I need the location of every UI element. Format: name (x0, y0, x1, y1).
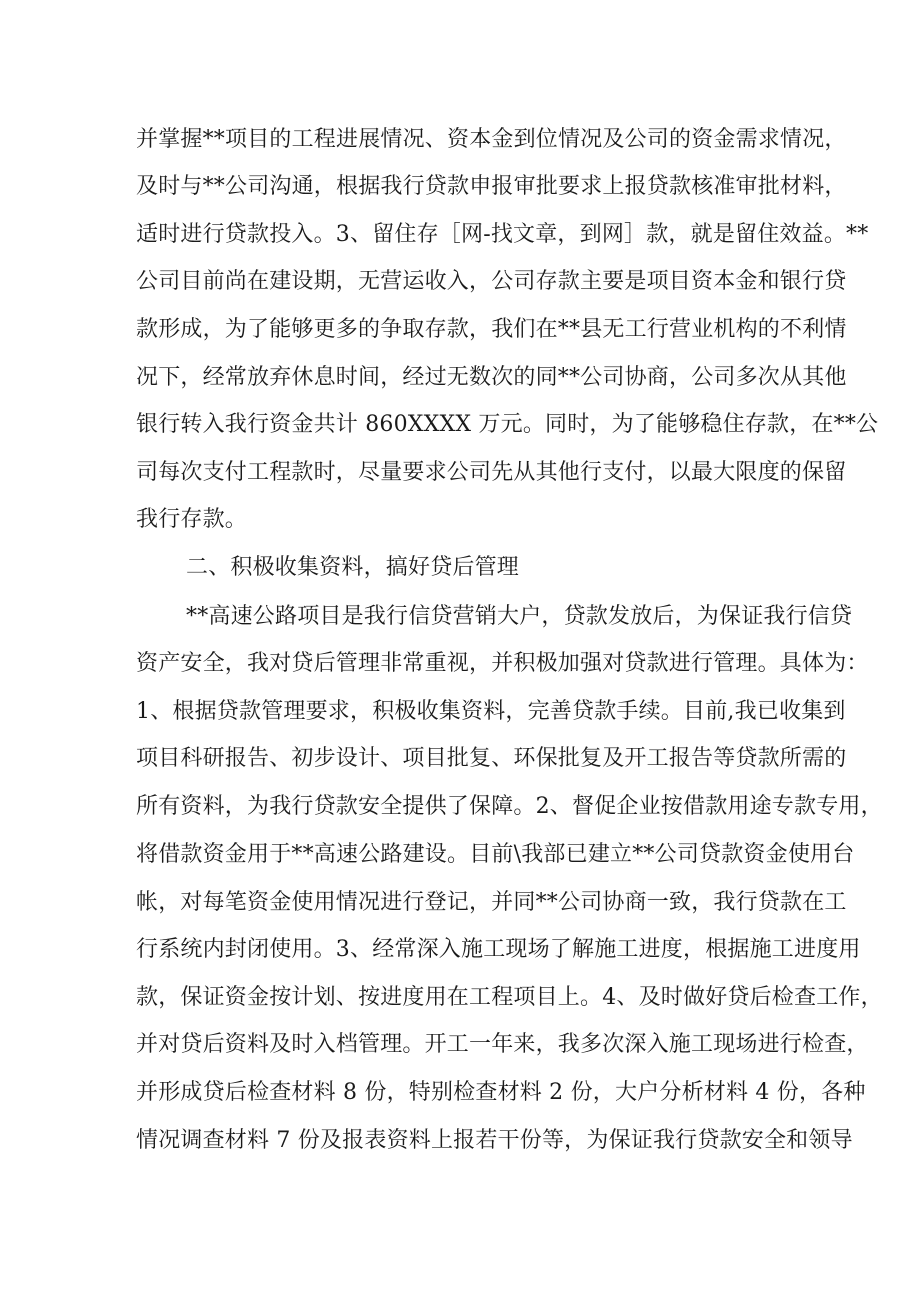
paragraph-line: 适时进行贷款投入。3、留住存［网-找文章，到网］款，就是留住效益。** (136, 222, 869, 247)
paragraph-line: 况下，经常放弃休息时间，经过无数次的同**公司协商，公司多次从其他 (136, 365, 847, 390)
paragraph-line: 行系统内封闭使用。3、经常深入施工现场了解施工进度，根据施工进度用 (136, 937, 861, 962)
paragraph-line: **高速公路项目是我行信贷营销大户，贷款发放后，为保证我行信贷 (186, 604, 853, 629)
paragraph-line: 资产安全，我对贷后管理非常重视，并积极加强对贷款进行管理。具体为： (136, 651, 869, 676)
paragraph-line: 将借款资金用于**高速公路建设。目前\我部已建立**公司贷款资金使用台 (136, 842, 855, 867)
paragraph-line: 帐，对每笔资金使用情况进行登记，并同**公司协商一致，我行贷款在工 (136, 890, 847, 915)
paragraph-line: 银行转入我行资金共计 860XXXX 万元。同时，为了能够稳住存款，在**公 (136, 412, 879, 437)
paragraph-line: 款，保证资金按计划、按进度用在工程项目上。4、及时做好贷后检查工作， (136, 985, 883, 1010)
section-heading: 二、积极收集资料，搞好贷后管理 (186, 555, 520, 580)
paragraph-line: 并掌握**项目的工程进展情况、资本金到位情况及公司的资金需求情况， (136, 127, 847, 152)
paragraph-line: 并对贷后资料及时入档管理。开工一年来，我多次深入施工现场进行检查， (136, 1032, 869, 1057)
paragraph-line: 司每次支付工程款时，尽量要求公司先从其他行支付，以最大限度的保留 (136, 460, 847, 485)
paragraph-line: 所有资料，为我行贷款安全提供了保障。2、督促企业按借款用途专款专用， (136, 794, 883, 819)
paragraph-line: 1、根据贷款管理要求，积极收集资料，完善贷款手续。目前,我已收集到 (136, 699, 846, 724)
paragraph-line: 款形成，为了能够更多的争取存款，我们在**县无工行营业机构的不利情 (136, 317, 847, 342)
paragraph-line: 我行存款。 (136, 507, 248, 532)
paragraph-line: 情况调查材料 7 份及报表资料上报若干份等，为保证我行贷款安全和领导 (136, 1128, 853, 1153)
paragraph-line: 并形成贷后检查材料 8 份，特别检查材料 2 份，大户分析材料 4 份，各种 (136, 1080, 866, 1105)
paragraph-line: 及时与**公司沟通，根据我行贷款申报审批要求上报贷款核准审批材料， (136, 174, 847, 199)
paragraph-line: 公司目前尚在建设期，无营运收入，公司存款主要是项目资本金和银行贷 (136, 269, 847, 294)
paragraph-line: 项目科研报告、初步设计、项目批复、环保批复及开工报告等贷款所需的 (136, 746, 847, 771)
